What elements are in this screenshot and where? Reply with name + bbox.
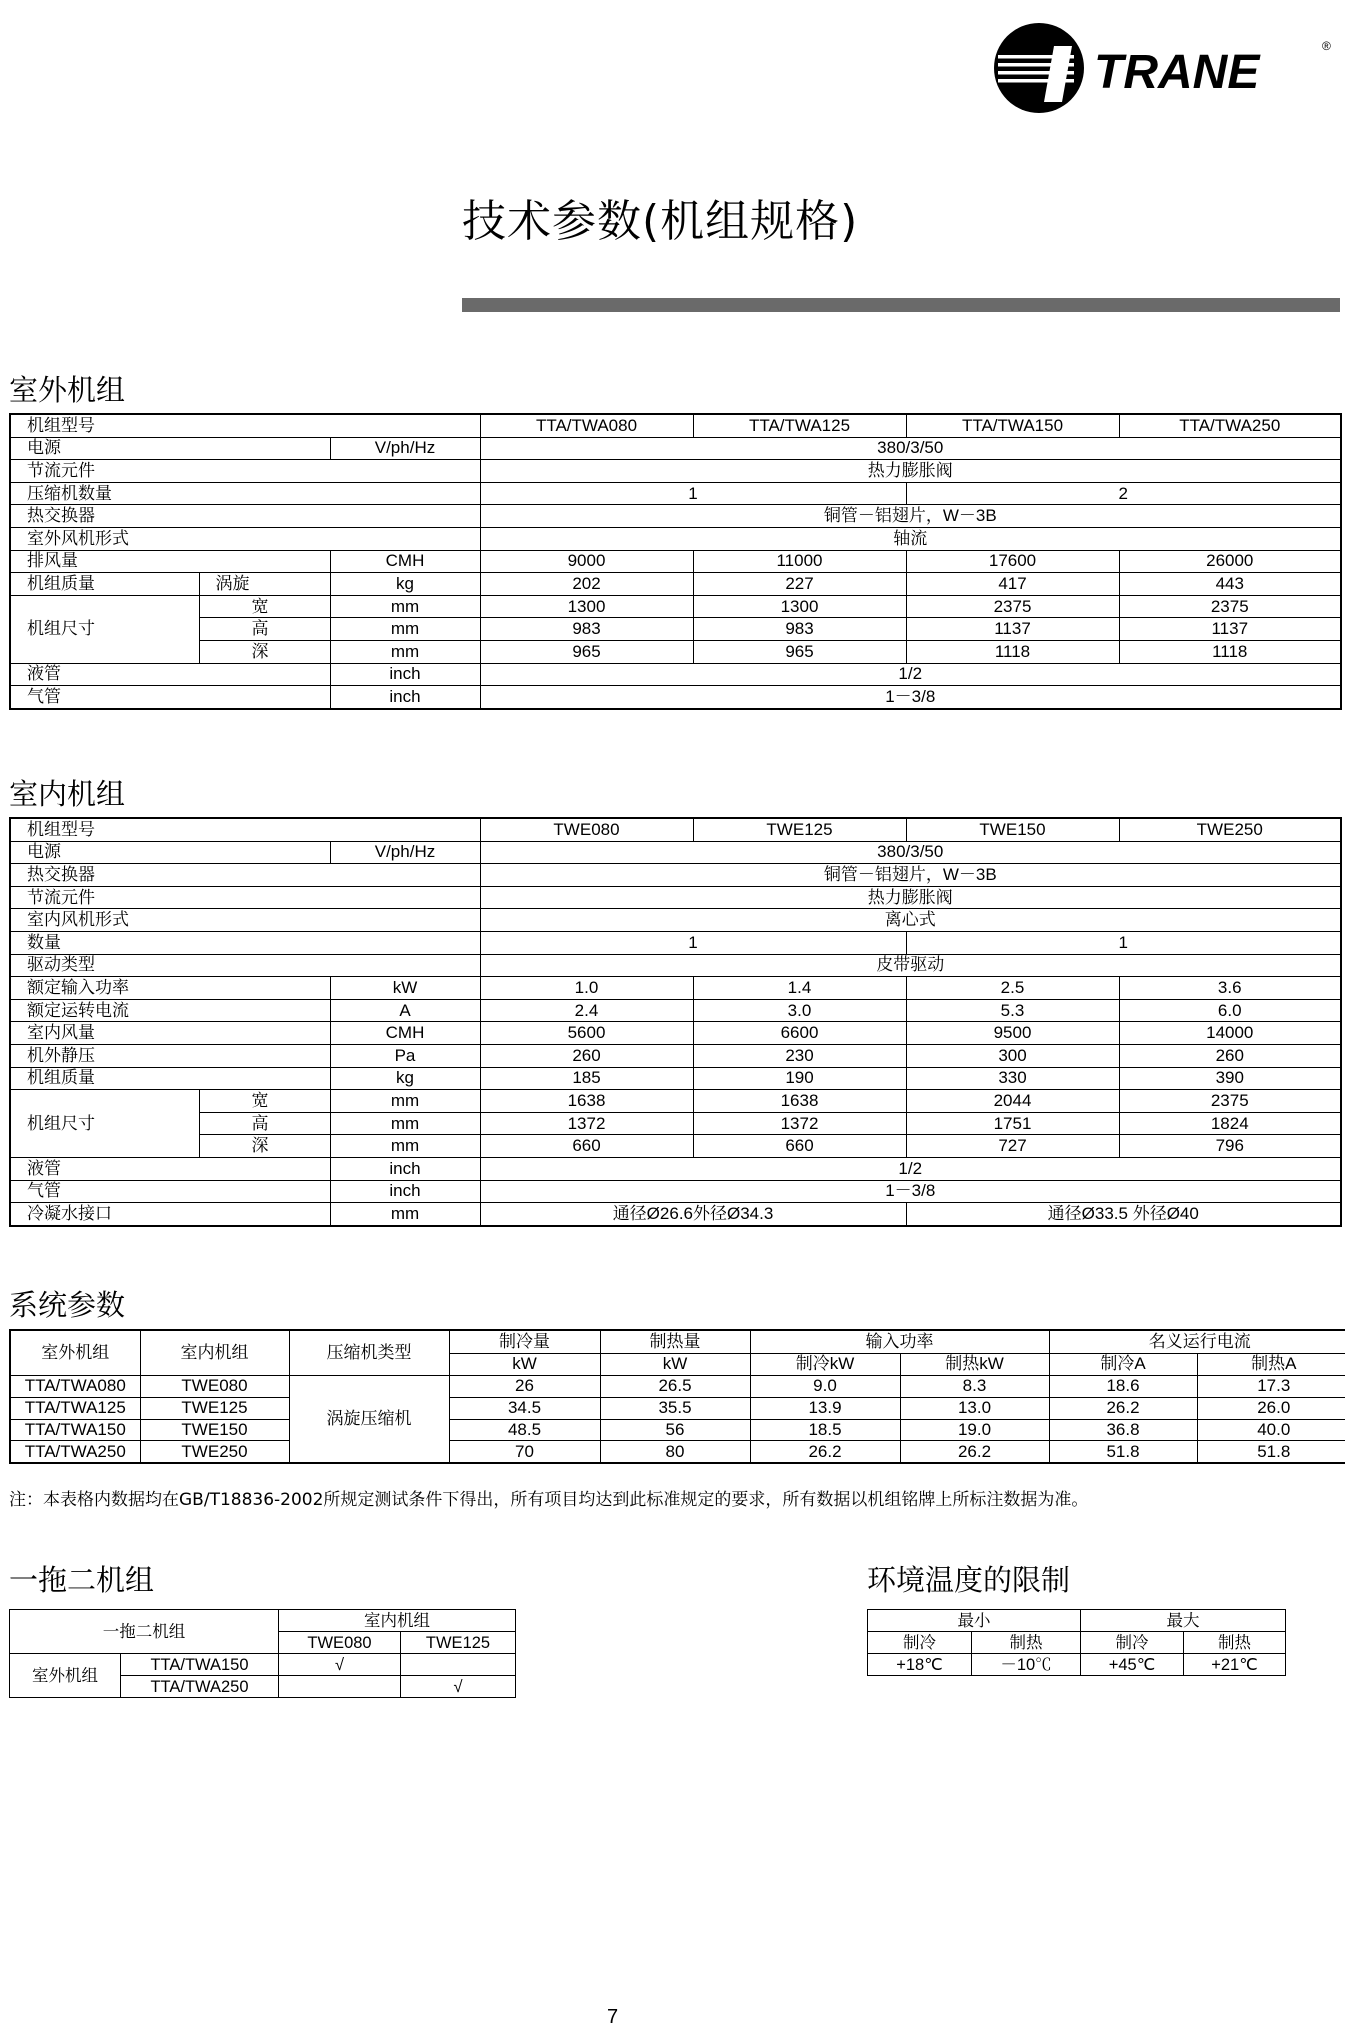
value-cell: 19.0 — [900, 1419, 1049, 1441]
value-cell: 17.3 — [1197, 1376, 1345, 1398]
value-cell: 轴流 — [480, 527, 1341, 550]
value-cell: 1－3/8 — [480, 686, 1341, 709]
value-cell: 1638 — [693, 1090, 906, 1113]
column-header: 制热 — [972, 1632, 1081, 1654]
row-header: 室外机组 — [10, 1654, 121, 1698]
row-label: 液管 — [10, 1157, 330, 1180]
indoor-heading: 室内机组 — [9, 777, 126, 811]
value-cell: 1 — [906, 931, 1341, 954]
indoor-model-cell: TWE250 — [140, 1441, 289, 1463]
value-cell: 18.6 — [1049, 1376, 1197, 1398]
table-row — [10, 841, 1341, 864]
column-header: 最小 — [868, 1610, 1081, 1632]
model-cell: TTA/TWA150 — [906, 414, 1119, 437]
value-cell: 9000 — [480, 550, 693, 573]
column-header: TWE125 — [401, 1632, 516, 1654]
value-cell: 26.2 — [750, 1441, 900, 1463]
table-row — [10, 931, 1341, 954]
outdoor-model-cell: TTA/TWA250 — [10, 1441, 140, 1463]
row-label: 机外静压 — [10, 1044, 330, 1067]
model-cell: TWE150 — [906, 818, 1119, 841]
value-cell: －10℃ — [972, 1654, 1081, 1676]
table-row — [10, 1044, 1341, 1067]
model-cell: TTA/TWA250 — [121, 1676, 279, 1698]
indoor-model-cell: TWE150 — [140, 1419, 289, 1441]
table-row — [10, 1330, 1345, 1353]
value-cell: 380/3/50 — [480, 841, 1341, 864]
value-cell: 260 — [1119, 1044, 1341, 1067]
check-cell — [279, 1676, 401, 1698]
row-label: 机组质量 — [10, 1067, 330, 1090]
footnote: 注：本表格内数据均在GB/T18836-2002所规定测试条件下得出，所有项目均达到此标准规定的要求，所有数据以机组铭牌上所标注数据为准。 — [9, 1490, 1089, 1510]
table-row — [10, 1610, 516, 1632]
unit-header: 制冷A — [1049, 1353, 1197, 1376]
dual-unit-table — [9, 1609, 516, 1698]
value-cell: 190 — [693, 1067, 906, 1090]
unit-cell: CMH — [330, 550, 480, 573]
column-header: 制热 — [1184, 1632, 1286, 1654]
value-cell: 983 — [480, 618, 693, 641]
unit-cell: mm — [330, 1203, 480, 1226]
table-row — [10, 818, 1341, 841]
value-cell: 热力膨胀阀 — [480, 886, 1341, 909]
sub-label: 涡旋 — [199, 573, 330, 596]
value-cell: 11000 — [693, 550, 906, 573]
row-label: 额定运转电流 — [10, 999, 330, 1022]
value-cell: 796 — [1119, 1135, 1341, 1158]
column-header: 室内机组 — [140, 1330, 289, 1376]
row-label: 冷凝水接口 — [10, 1203, 330, 1226]
value-cell: 1－3/8 — [480, 1180, 1341, 1203]
column-header: 名义运行电流 — [1049, 1330, 1345, 1353]
table-row — [10, 1022, 1341, 1045]
value-cell: 80 — [600, 1441, 750, 1463]
unit-cell: kg — [330, 1067, 480, 1090]
trane-logo — [994, 22, 1334, 114]
unit-header: 制热A — [1197, 1353, 1345, 1376]
value-cell: 1372 — [693, 1112, 906, 1135]
unit-header: kW — [600, 1353, 750, 1376]
value-cell: 26.2 — [900, 1441, 1049, 1463]
row-label: 排风量 — [10, 550, 330, 573]
value-cell: 8.3 — [900, 1376, 1049, 1398]
table-row — [10, 864, 1341, 887]
value-cell: 1 — [480, 931, 906, 954]
model-cell: TTA/TWA125 — [693, 414, 906, 437]
value-cell: +21℃ — [1184, 1654, 1286, 1676]
value-cell: 727 — [906, 1135, 1119, 1158]
corner-header: 一拖二机组 — [10, 1610, 279, 1654]
table-row — [10, 618, 1341, 641]
row-label: 室内风量 — [10, 1022, 330, 1045]
outdoor-model-cell: TTA/TWA080 — [10, 1376, 140, 1398]
table-row — [10, 686, 1341, 709]
value-cell: 5.3 — [906, 999, 1119, 1022]
unit-cell: kg — [330, 573, 480, 596]
value-cell: 6.0 — [1119, 999, 1341, 1022]
table-row — [10, 909, 1341, 932]
check-cell: √ — [279, 1654, 401, 1676]
column-header: TWE080 — [279, 1632, 401, 1654]
trane-logo-mark — [994, 22, 1334, 114]
unit-header: 制热kW — [900, 1353, 1049, 1376]
table-row — [10, 573, 1341, 596]
row-label: 机组尺寸 — [10, 1090, 199, 1158]
outdoor-spec-table — [9, 413, 1342, 710]
table-row — [10, 1180, 1341, 1203]
column-header: 制热量 — [600, 1330, 750, 1353]
column-header: 室内机组 — [279, 1610, 516, 1632]
row-label: 机组质量 — [10, 573, 199, 596]
row-label: 电源 — [10, 437, 330, 460]
value-cell: 热力膨胀阀 — [480, 460, 1341, 483]
value-cell: 48.5 — [449, 1419, 600, 1441]
value-cell: 1118 — [1119, 640, 1341, 663]
sub-label: 深 — [199, 1135, 330, 1158]
table-row — [10, 460, 1341, 483]
value-cell: 18.5 — [750, 1419, 900, 1441]
value-cell: 660 — [693, 1135, 906, 1158]
table-row — [10, 1419, 1345, 1441]
value-cell: 1751 — [906, 1112, 1119, 1135]
table-row — [10, 550, 1341, 573]
column-header: 制冷量 — [449, 1330, 600, 1353]
table-row — [10, 595, 1341, 618]
sub-label: 宽 — [199, 595, 330, 618]
unit-cell: V/ph/Hz — [330, 437, 480, 460]
unit-cell: mm — [330, 640, 480, 663]
value-cell: 2 — [906, 482, 1341, 505]
outdoor-model-cell: TTA/TWA150 — [10, 1419, 140, 1441]
row-label: 电源 — [10, 841, 330, 864]
value-cell: 1118 — [906, 640, 1119, 663]
unit-cell: A — [330, 999, 480, 1022]
table-row — [10, 999, 1341, 1022]
value-cell: 185 — [480, 1067, 693, 1090]
value-cell: 2375 — [1119, 595, 1341, 618]
row-label: 热交换器 — [10, 864, 480, 887]
value-cell: 380/3/50 — [480, 437, 1341, 460]
sub-label: 宽 — [199, 1090, 330, 1113]
indoor-model-cell: TWE080 — [140, 1376, 289, 1398]
table-row — [10, 527, 1341, 550]
value-cell: 离心式 — [480, 909, 1341, 932]
value-cell: 56 — [600, 1419, 750, 1441]
value-cell: 51.8 — [1049, 1441, 1197, 1463]
value-cell: 330 — [906, 1067, 1119, 1090]
value-cell: 5600 — [480, 1022, 693, 1045]
value-cell: 6600 — [693, 1022, 906, 1045]
value-cell: 40.0 — [1197, 1419, 1345, 1441]
value-cell: 36.8 — [1049, 1419, 1197, 1441]
value-cell: 1300 — [693, 595, 906, 618]
table-row — [10, 1376, 1345, 1398]
table-row — [10, 663, 1341, 686]
row-label: 机组型号 — [10, 414, 480, 437]
unit-cell: mm — [330, 1090, 480, 1113]
table-row — [10, 1067, 1341, 1090]
check-cell — [401, 1654, 516, 1676]
unit-cell: inch — [330, 1180, 480, 1203]
unit-header: kW — [449, 1353, 600, 1376]
value-cell: 17600 — [906, 550, 1119, 573]
unit-cell: kW — [330, 977, 480, 1000]
table-row — [10, 1654, 516, 1676]
unit-cell: mm — [330, 1112, 480, 1135]
table-row — [10, 886, 1341, 909]
row-label: 气管 — [10, 686, 330, 709]
column-header: 输入功率 — [750, 1330, 1049, 1353]
unit-cell: CMH — [330, 1022, 480, 1045]
unit-cell: mm — [330, 618, 480, 641]
model-cell: TWE080 — [480, 818, 693, 841]
row-label: 液管 — [10, 663, 330, 686]
value-cell: 300 — [906, 1044, 1119, 1067]
value-cell: 皮带驱动 — [480, 954, 1341, 977]
value-cell: 1824 — [1119, 1112, 1341, 1135]
row-label: 节流元件 — [10, 886, 480, 909]
row-label: 压缩机数量 — [10, 482, 480, 505]
row-label: 室外风机形式 — [10, 527, 480, 550]
row-label: 额定输入功率 — [10, 977, 330, 1000]
row-label: 机组尺寸 — [10, 595, 199, 663]
value-cell: 通径Ø26.6外径Ø34.3 — [480, 1203, 906, 1226]
page-title: 技术参数(机组规格) — [462, 196, 859, 247]
value-cell: 1/2 — [480, 1157, 1341, 1180]
table-row — [10, 482, 1341, 505]
column-header: 压缩机类型 — [289, 1330, 449, 1376]
unit-cell: inch — [330, 686, 480, 709]
unit-cell: V/ph/Hz — [330, 841, 480, 864]
value-cell: 1.0 — [480, 977, 693, 1000]
value-cell: 26.5 — [600, 1376, 750, 1398]
value-cell: 660 — [480, 1135, 693, 1158]
value-cell: 70 — [449, 1441, 600, 1463]
value-cell: 9500 — [906, 1022, 1119, 1045]
row-label: 节流元件 — [10, 460, 480, 483]
table-row — [10, 1112, 1341, 1135]
table-row — [10, 437, 1341, 460]
value-cell: 1372 — [480, 1112, 693, 1135]
value-cell: 202 — [480, 573, 693, 596]
unit-cell: inch — [330, 1157, 480, 1180]
row-label: 机组型号 — [10, 818, 480, 841]
value-cell: +45℃ — [1081, 1654, 1184, 1676]
value-cell: 443 — [1119, 573, 1341, 596]
row-label: 驱动类型 — [10, 954, 480, 977]
value-cell: 2375 — [906, 595, 1119, 618]
unit-cell: mm — [330, 1135, 480, 1158]
sub-label: 高 — [199, 1112, 330, 1135]
indoor-spec-table — [9, 817, 1342, 1227]
value-cell: 9.0 — [750, 1376, 900, 1398]
model-cell: TTA/TWA150 — [121, 1654, 279, 1676]
page-number: 7 — [607, 2006, 619, 2028]
registered-mark: ® — [1322, 39, 1331, 53]
value-cell: 1137 — [906, 618, 1119, 641]
table-row — [10, 977, 1341, 1000]
value-cell: 3.0 — [693, 999, 906, 1022]
table-row — [868, 1654, 1286, 1676]
value-cell: 34.5 — [449, 1397, 600, 1419]
value-cell: 390 — [1119, 1067, 1341, 1090]
model-cell: TWE250 — [1119, 818, 1341, 841]
value-cell: 2.5 — [906, 977, 1119, 1000]
value-cell: 965 — [693, 640, 906, 663]
table-row — [10, 1397, 1345, 1419]
unit-cell: mm — [330, 595, 480, 618]
value-cell: 227 — [693, 573, 906, 596]
table-row — [10, 505, 1341, 528]
column-header: 室外机组 — [10, 1330, 140, 1376]
table-row — [868, 1632, 1286, 1654]
value-cell: 26.2 — [1049, 1397, 1197, 1419]
value-cell: 2044 — [906, 1090, 1119, 1113]
value-cell: 1 — [480, 482, 906, 505]
table-row — [10, 954, 1341, 977]
column-header: 最大 — [1081, 1610, 1286, 1632]
value-cell: 417 — [906, 573, 1119, 596]
value-cell: 铜管－铝翅片，W－3B — [480, 864, 1341, 887]
value-cell: 965 — [480, 640, 693, 663]
compressor-type-cell: 涡旋压缩机 — [289, 1376, 449, 1464]
value-cell: 1/2 — [480, 663, 1341, 686]
sub-label: 高 — [199, 618, 330, 641]
system-params-table — [9, 1329, 1345, 1464]
value-cell: 铜管－铝翅片，W－3B — [480, 505, 1341, 528]
indoor-model-cell: TWE125 — [140, 1397, 289, 1419]
value-cell: 51.8 — [1197, 1441, 1345, 1463]
model-cell: TWE125 — [693, 818, 906, 841]
title-divider-bar — [462, 298, 1340, 312]
check-cell: √ — [401, 1676, 516, 1698]
row-label: 热交换器 — [10, 505, 480, 528]
model-cell: TTA/TWA080 — [480, 414, 693, 437]
unit-cell: Pa — [330, 1044, 480, 1067]
outdoor-heading: 室外机组 — [9, 373, 126, 407]
value-cell: 1638 — [480, 1090, 693, 1113]
value-cell: 26.0 — [1197, 1397, 1345, 1419]
value-cell: 13.0 — [900, 1397, 1049, 1419]
value-cell: 26 — [449, 1376, 600, 1398]
value-cell: 983 — [693, 618, 906, 641]
table-row — [10, 1441, 1345, 1463]
value-cell: 2.4 — [480, 999, 693, 1022]
value-cell: 230 — [693, 1044, 906, 1067]
table-row — [10, 1203, 1341, 1226]
value-cell: 2375 — [1119, 1090, 1341, 1113]
row-label: 数量 — [10, 931, 480, 954]
sub-label: 深 — [199, 640, 330, 663]
table-row — [10, 1157, 1341, 1180]
row-label: 室内风机形式 — [10, 909, 480, 932]
value-cell: 通径Ø33.5 外径Ø40 — [906, 1203, 1341, 1226]
env-heading: 环境温度的限制 — [867, 1563, 1071, 1597]
column-header: 制冷 — [868, 1632, 972, 1654]
value-cell: 1300 — [480, 595, 693, 618]
model-cell: TTA/TWA250 — [1119, 414, 1341, 437]
value-cell: 14000 — [1119, 1022, 1341, 1045]
system-heading: 系统参数 — [9, 1288, 126, 1322]
table-row — [10, 1090, 1341, 1113]
value-cell: 1137 — [1119, 618, 1341, 641]
value-cell: 3.6 — [1119, 977, 1341, 1000]
value-cell: 1.4 — [693, 977, 906, 1000]
outdoor-model-cell: TTA/TWA125 — [10, 1397, 140, 1419]
value-cell: +18℃ — [868, 1654, 972, 1676]
table-row — [10, 414, 1341, 437]
unit-cell: inch — [330, 663, 480, 686]
table-row — [10, 640, 1341, 663]
value-cell: 35.5 — [600, 1397, 750, 1419]
env-temp-table — [867, 1609, 1286, 1676]
value-cell: 260 — [480, 1044, 693, 1067]
unit-header: 制冷kW — [750, 1353, 900, 1376]
value-cell: 26000 — [1119, 550, 1341, 573]
table-row — [868, 1610, 1286, 1632]
dual-heading: 一拖二机组 — [9, 1563, 155, 1597]
row-label: 气管 — [10, 1180, 330, 1203]
table-row — [10, 1135, 1341, 1158]
value-cell: 13.9 — [750, 1397, 900, 1419]
brand-wordmark: TRANE — [1094, 46, 1260, 99]
column-header: 制冷 — [1081, 1632, 1184, 1654]
